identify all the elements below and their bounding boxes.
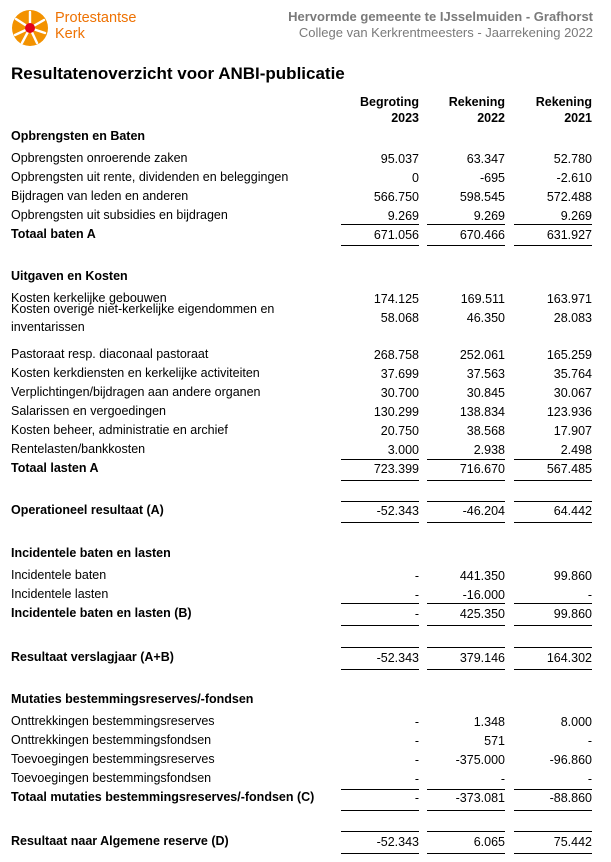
column-header-line-1: Begroting (359, 95, 419, 109)
cell-value: - (587, 588, 592, 602)
column-header-line-1: Rekening (535, 95, 592, 109)
cell-value: 130.299 (373, 405, 419, 419)
row-label-text: Verplichtingen/bijdragen aan andere organen (11, 385, 261, 399)
sum-rule (427, 603, 505, 604)
cell-value: 3.000 (387, 443, 419, 457)
cell-underline (427, 810, 505, 811)
cell-value: -695 (479, 171, 505, 185)
sum-rule (427, 224, 505, 225)
cell-underline (427, 625, 505, 626)
sum-rule (514, 459, 592, 460)
table-row (0, 771, 611, 789)
cell-value: 1.348 (473, 715, 505, 729)
row-label-text: Pastoraat resp. diaconaal pastoraat (11, 347, 209, 361)
column-header-line-2: 2022 (477, 111, 505, 125)
result-rule (427, 647, 505, 648)
sum-rule (514, 224, 592, 225)
cell-value: 30.700 (380, 386, 419, 400)
cell-value: 671.056 (373, 228, 419, 242)
logo-text (55, 10, 136, 42)
result-rule (514, 647, 592, 648)
sum-rule (427, 459, 505, 460)
row-label-text: Operationeel resultaat (A) (11, 503, 164, 517)
row-label (11, 404, 166, 418)
cell-value: 30.067 (553, 386, 592, 400)
cell-value: 9.269 (473, 209, 505, 223)
cell-value: 99.860 (553, 607, 592, 621)
row-label (11, 423, 228, 437)
row-label (11, 461, 99, 475)
cell-value: 163.971 (546, 292, 592, 306)
row-label (11, 503, 164, 517)
cell-value: 8.000 (560, 715, 592, 729)
cell-value: -2.610 (556, 171, 592, 185)
row-label (11, 568, 106, 582)
sum-rule (341, 603, 419, 604)
cell-value: - (587, 772, 592, 786)
row-label (11, 151, 188, 165)
cell-value: 598.545 (459, 190, 505, 204)
total-row (0, 461, 611, 479)
row-label-text-2: inventarissen (11, 320, 85, 334)
row-label-text: Opbrengsten uit subsidies en bijdragen (11, 208, 228, 222)
cell-underline (427, 245, 505, 246)
cell-underline (341, 480, 419, 481)
cell-value: 2.938 (473, 443, 505, 457)
row-label-text: Rentelasten/bankkosten (11, 442, 146, 456)
cell-value: 252.061 (459, 348, 505, 362)
document-header (288, 9, 593, 41)
table-row (0, 151, 611, 169)
row-label-text: Opbrengsten en Baten (11, 129, 146, 143)
table-row (0, 442, 611, 460)
row-label-text: Resultaat verslagjaar (A+B) (11, 650, 174, 664)
result-row (0, 503, 611, 521)
table-row (0, 385, 611, 403)
table-row (0, 714, 611, 732)
sum-rule (341, 459, 419, 460)
cell-value: 9.269 (387, 209, 419, 223)
cell-value: 75.442 (553, 835, 592, 849)
logo-line-2: Kerk (55, 26, 85, 42)
row-label (11, 385, 261, 399)
cell-value: 165.259 (546, 348, 592, 362)
row-label (11, 752, 215, 766)
row-label (11, 692, 253, 706)
cell-underline (514, 669, 592, 670)
row-label (11, 129, 145, 143)
cell-value: 566.750 (373, 190, 419, 204)
row-label (11, 170, 288, 184)
cell-value: - (414, 588, 419, 602)
cell-value: -375.000 (455, 753, 505, 767)
sum-rule (341, 789, 419, 790)
cell-underline (514, 245, 592, 246)
table-row (0, 302, 611, 334)
row-label (11, 714, 215, 728)
logo-line-1: Protestantse (55, 10, 137, 26)
table-row (0, 366, 611, 384)
cell-value: 571 (484, 734, 505, 748)
row-label-text: Totaal baten A (11, 227, 96, 241)
table-row (0, 189, 611, 207)
row-label-text: Kosten kerkelijke gebouwen (11, 291, 167, 305)
row-label-text: Opbrengsten uit rente, dividenden en beleggingen (11, 170, 289, 184)
cell-value: -16.000 (462, 588, 505, 602)
cell-value: 9.269 (560, 209, 592, 223)
cell-underline (514, 480, 592, 481)
row-label-text: Opbrengsten onroerende zaken (11, 151, 188, 165)
cell-value: 169.511 (460, 292, 505, 306)
sum-rule (514, 789, 592, 790)
cell-value: 567.485 (546, 462, 592, 476)
cell-value: 174.125 (373, 292, 419, 306)
cell-value: 2.498 (560, 443, 592, 457)
row-label (11, 587, 108, 601)
result-rule (514, 831, 592, 832)
cell-value: - (414, 569, 419, 583)
row-label-text: Salarissen en vergoedingen (11, 404, 166, 418)
cell-value: 30.845 (466, 386, 505, 400)
row-label-text: Toevoegingen bestemmingsfondsen (11, 771, 212, 785)
cell-underline (514, 625, 592, 626)
column-header-line-2: 2023 (391, 111, 419, 125)
cell-value: 138.834 (459, 405, 505, 419)
cell-value: 52.780 (553, 152, 592, 166)
row-label-text: Mutaties bestemmingsreserves/-fondsen (11, 692, 254, 706)
column-header-line-1: Rekening (448, 95, 505, 109)
table-row (0, 568, 611, 586)
cell-value: -373.081 (455, 791, 505, 805)
cell-value: - (414, 753, 419, 767)
row-label (11, 208, 228, 222)
cell-underline (427, 522, 505, 523)
table-row (0, 404, 611, 422)
cell-value: - (414, 772, 419, 786)
table-row (0, 347, 611, 365)
row-label (11, 227, 96, 241)
table-row (0, 733, 611, 751)
cell-value: 58.068 (380, 311, 419, 325)
row-label-text: Uitgaven en Kosten (11, 269, 128, 283)
row-label (11, 347, 208, 361)
sum-rule (341, 224, 419, 225)
cell-underline (514, 810, 592, 811)
cell-value: 268.758 (373, 348, 419, 362)
cell-underline (427, 480, 505, 481)
column-header-rekening-2021 (514, 94, 592, 126)
section-heading (0, 692, 611, 710)
row-label-text: Kosten kerkdiensten en kerkelijke activiteiten (11, 366, 260, 380)
column-header-line-2: 2021 (564, 111, 592, 125)
cell-value: 38.568 (466, 424, 505, 438)
cell-value: - (414, 715, 419, 729)
row-label-text: Totaal mutaties bestemmingsreserves/-fondsen (C) (11, 790, 315, 804)
row-label-text: Resultaat naar Algemene reserve (D) (11, 834, 229, 848)
result-rule (341, 831, 419, 832)
section-heading (0, 129, 611, 147)
cell-underline (341, 245, 419, 246)
sum-rule (427, 789, 505, 790)
row-label-text: Bijdragen van leden en anderen (11, 189, 189, 203)
row-label (11, 442, 145, 456)
cell-value: 670.466 (459, 228, 505, 242)
sum-rule (514, 603, 592, 604)
cell-value: 441.350 (459, 569, 505, 583)
total-row (0, 606, 611, 624)
cell-value: 379.146 (459, 651, 505, 665)
protestantse-kerk-logo-icon (10, 8, 50, 48)
cell-value: -46.204 (462, 504, 505, 518)
row-label-text: Incidentele lasten (11, 587, 109, 601)
cell-value: - (414, 734, 419, 748)
document-subtitle: College van Kerkrentmeesters - Jaarrekening 2022 (298, 25, 593, 40)
table-row (0, 423, 611, 441)
table-row (0, 752, 611, 770)
column-header-begroting-2023 (341, 94, 419, 126)
cell-value: - (587, 734, 592, 748)
cell-value: 20.750 (380, 424, 419, 438)
cell-value: 723.399 (373, 462, 419, 476)
cell-value: 37.563 (466, 367, 505, 381)
cell-value: -96.860 (549, 753, 592, 767)
organisation-name: Hervormde gemeente te IJsselmuiden - Grafhorst (288, 9, 593, 24)
cell-underline (341, 853, 419, 854)
result-row (0, 834, 611, 852)
cell-value: - (414, 791, 419, 805)
section-heading (0, 269, 611, 287)
table-row (0, 170, 611, 188)
section-heading (0, 546, 611, 564)
cell-underline (514, 522, 592, 523)
cell-value: 0 (412, 171, 419, 185)
row-label (11, 269, 128, 283)
cell-value: -52.343 (376, 835, 419, 849)
cell-value: 46.350 (466, 311, 505, 325)
total-row (0, 227, 611, 245)
cell-value: 716.670 (459, 462, 505, 476)
cell-underline (341, 522, 419, 523)
row-label (11, 366, 260, 380)
row-label-text: Totaal lasten A (11, 461, 99, 475)
row-label-text: Incidentele baten en lasten (B) (11, 606, 192, 620)
row-label-text: Incidentele baten (11, 568, 107, 582)
column-header-rekening-2022 (427, 94, 505, 126)
cell-value: 63.347 (466, 152, 505, 166)
row-label (11, 650, 174, 664)
row-label (11, 546, 171, 560)
result-rule (341, 501, 419, 502)
cell-value: 572.488 (546, 190, 592, 204)
row-label (11, 189, 188, 203)
cell-value: 6.065 (473, 835, 505, 849)
row-label-text: Kosten overige niet-kerkelijke eigendommen en (11, 302, 275, 316)
result-row (0, 650, 611, 668)
row-label (11, 771, 211, 785)
row-label-text: Incidentele baten en lasten (11, 546, 171, 560)
result-rule (427, 831, 505, 832)
cell-value: -52.343 (376, 504, 419, 518)
cell-underline (341, 669, 419, 670)
cell-underline (341, 625, 419, 626)
cell-value: 123.936 (546, 405, 592, 419)
row-label (11, 300, 274, 336)
total-row (0, 790, 611, 808)
cell-value: 99.860 (553, 569, 592, 583)
cell-value: 64.442 (553, 504, 592, 518)
row-label (11, 733, 211, 747)
cell-value: 17.907 (553, 424, 592, 438)
row-label-text: Toevoegingen bestemmingsreserves (11, 752, 215, 766)
row-label-text: Onttrekkingen bestemmingsreserves (11, 714, 215, 728)
cell-value: - (500, 772, 505, 786)
result-rule (427, 501, 505, 502)
result-rule (514, 501, 592, 502)
cell-value: -88.860 (549, 791, 592, 805)
cell-value: 37.699 (380, 367, 419, 381)
cell-underline (341, 810, 419, 811)
cell-underline (514, 853, 592, 854)
cell-value: 164.302 (546, 651, 592, 665)
row-label (11, 834, 229, 848)
result-rule (341, 647, 419, 648)
cell-value: 425.350 (459, 607, 505, 621)
cell-value: 631.927 (546, 228, 592, 242)
row-label-text: Kosten beheer, administratie en archief (11, 423, 228, 437)
row-label (11, 790, 314, 804)
cell-underline (427, 669, 505, 670)
cell-value: - (414, 607, 419, 621)
row-label (11, 606, 192, 620)
page-title: Resultatenoverzicht voor ANBI-publicatie (11, 64, 345, 83)
cell-value: 35.764 (553, 367, 592, 381)
cell-value: 95.037 (380, 152, 419, 166)
row-label-text: Onttrekkingen bestemmingsfondsen (11, 733, 212, 747)
cell-underline (427, 853, 505, 854)
cell-value: 28.083 (553, 311, 592, 325)
cell-value: -52.343 (376, 651, 419, 665)
